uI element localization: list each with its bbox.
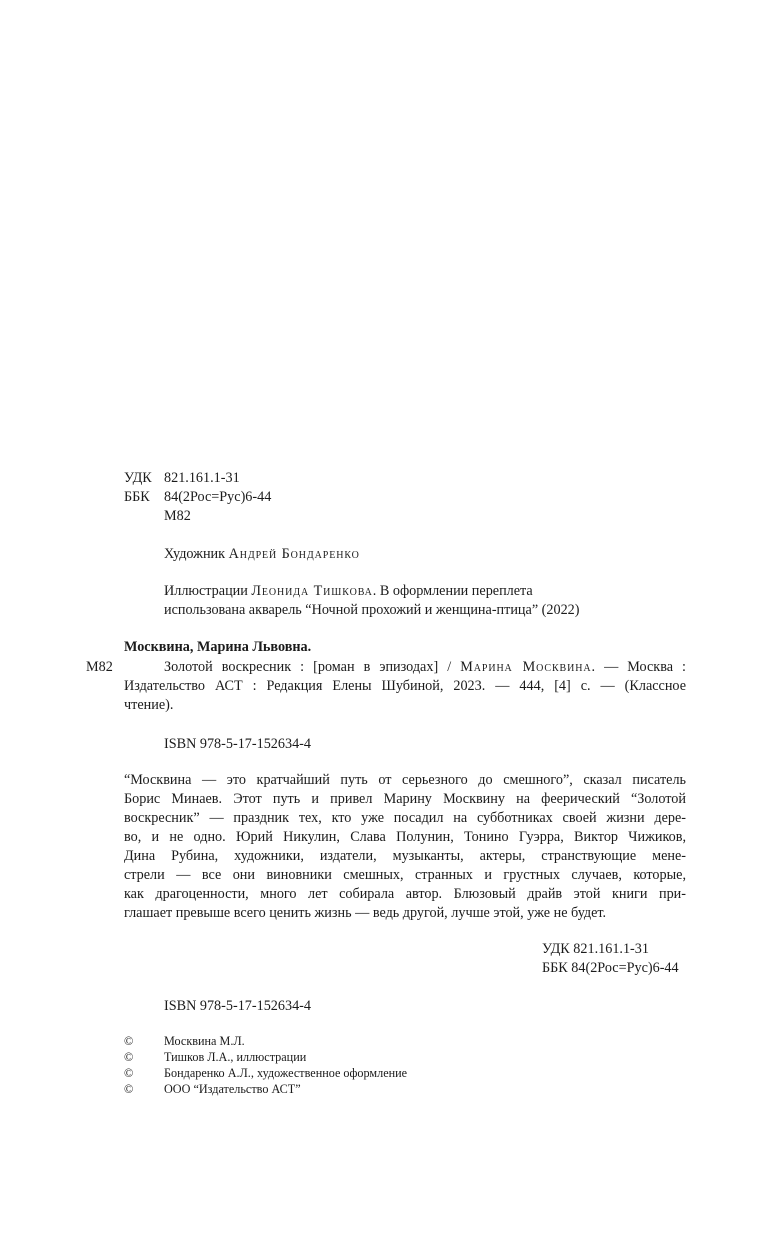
cover-note: использована акварель “Ночной прохожий и женщина-птица” (2022) <box>164 602 580 618</box>
annotation-line: глашает превыше всего ценить жизнь — ведь другой, лучше этой, уже не будет. <box>124 905 607 921</box>
copyright-symbol: © <box>124 1050 134 1064</box>
entry-title-text: Золотой воскресник : [роман в эпизодах] / <box>164 659 461 675</box>
annotation-line: “Москвина — это кратчайший путь от серьезного до смешного”, сказал писатель <box>124 772 686 788</box>
bbk-value: 84(2Рос=Рус)6-44 <box>164 489 272 505</box>
annotation-line: воскресник” — праздник тех, кто уже посадил на субботниках своей жизни дере- <box>124 810 686 826</box>
copyright-holder: Бондаренко А.Л., художественное оформление <box>164 1066 408 1080</box>
entry-side-mark: М82 <box>86 659 113 675</box>
bbk-label: ББК <box>124 489 150 505</box>
annotation-paragraph <box>124 771 686 923</box>
author-heading: Москвина, Марина Львовна. <box>124 639 312 655</box>
entry-publisher-start: . — Москва : <box>591 659 686 675</box>
artist-credit <box>164 545 360 564</box>
footer-bbk: ББК 84(2Рос=Рус)6-44 <box>542 960 679 976</box>
copyright-holder: Тишков Л.А., иллюстрации <box>164 1050 307 1064</box>
udk-value: 821.161.1-31 <box>164 470 240 486</box>
annotation-line: Борис Минаев. Этот путь и привел Марину Москвину на феерический “Золотой <box>124 791 686 807</box>
annotation-line: во, и не одно. Юрий Никулин, Слава Полунин, Тонино Гуэрра, Виктор Чижиков, <box>124 829 686 845</box>
entry-author-name: Марина Москвина <box>460 659 592 675</box>
annotation-line: как драгоценности, много лет собирала автор. Блюзовый драйв этой книги при- <box>124 886 686 902</box>
artist-name: Андрей Бондаренко <box>228 546 360 562</box>
illustrations-prefix: Иллюстрации <box>164 583 252 599</box>
illustrator-name: Леонида Тишкова <box>251 583 373 599</box>
illustrations-suffix: . В оформлении переплета <box>372 583 533 599</box>
copyright-symbol: © <box>124 1034 134 1048</box>
entry-line-3: чтение). <box>124 697 174 713</box>
copyright-holder: Москвина М.Л. <box>164 1034 245 1048</box>
udk-label: УДК <box>124 470 152 486</box>
annotation-line: Дина Рубина, художники, издатели, музыканты, актеры, странствующие мене- <box>124 848 686 864</box>
copyright-holder: ООО “Издательство АСТ” <box>164 1082 301 1096</box>
entry-line-1 <box>124 658 686 677</box>
illustrations-credit <box>164 582 533 601</box>
author-mark: М82 <box>164 508 191 524</box>
copyright-symbol: © <box>124 1066 134 1080</box>
footer-udk: УДК 821.161.1-31 <box>542 941 649 957</box>
footer-isbn: ISBN 978-5-17-152634-4 <box>164 998 311 1014</box>
annotation-line: стрели — все они виновники смешных, странных и грустных случаев, которые, <box>124 867 686 883</box>
entry-isbn: ISBN 978-5-17-152634-4 <box>164 736 311 752</box>
copyright-symbol: © <box>124 1082 134 1096</box>
entry-description <box>124 658 686 715</box>
artist-prefix: Художник <box>164 546 229 562</box>
entry-line-2: Издательство АСТ : Редакция Елены Шубиной, 2023. — 444, [4] с. — (Классное <box>124 678 686 694</box>
